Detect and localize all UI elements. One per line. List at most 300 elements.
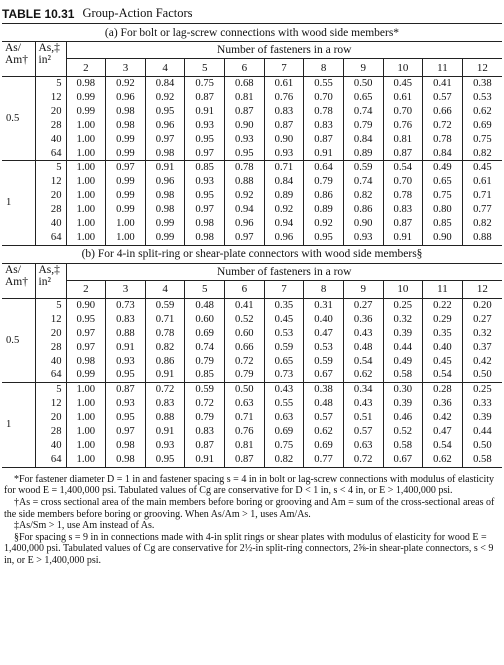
factor-cell: 0.86 <box>304 189 344 203</box>
factor-cell: 0.40 <box>304 313 344 327</box>
column-header: 5 <box>185 280 225 298</box>
factor-cell: 1.00 <box>66 411 106 425</box>
area-cell: 12 <box>35 397 66 411</box>
factor-cell: 1.00 <box>66 425 106 439</box>
factor-cell: 0.95 <box>66 313 106 327</box>
factor-cell: 0.76 <box>225 425 265 439</box>
area-cell: 28 <box>35 425 66 439</box>
factor-cell: 0.60 <box>185 313 225 327</box>
factor-cell: 0.84 <box>264 175 304 189</box>
factor-cell: 0.79 <box>185 411 225 425</box>
factor-cell: 0.69 <box>473 119 492 131</box>
column-header: 10 <box>383 59 423 77</box>
footnote-4: §For spacing s = 9 in in connections made with 4-in split rings or shear plates with modulus of elasticity for wood E = 1,400,000 psi. Tabulated values of Cg are conservative for 2½-in split-ring connectors, 2⅝-in shear-plate connectors, s < 9 in, or E > 1,400,000 psi. <box>4 531 494 566</box>
factor-cell: 0.92 <box>304 217 344 231</box>
factor-cell: 0.43 <box>343 327 383 341</box>
table-row <box>2 175 502 189</box>
factor-cell: 0.45 <box>264 313 304 327</box>
factor-cell: 0.86 <box>343 203 383 217</box>
factor-cell: 0.99 <box>66 368 106 382</box>
table-row <box>2 133 502 147</box>
factor-cell: 0.58 <box>462 453 502 467</box>
factor-cell: 0.77 <box>473 204 492 216</box>
factor-cell: 0.88 <box>145 411 185 425</box>
factor-cell: 1.00 <box>106 217 146 231</box>
factor-cell: 0.81 <box>383 133 423 147</box>
factor-cell: 0.98 <box>66 355 106 369</box>
area-cell: 40 <box>35 439 66 453</box>
factor-cell: 0.74 <box>343 105 383 119</box>
factor-cell: 0.78 <box>225 161 265 175</box>
factor-cell: 0.53 <box>304 341 344 355</box>
factor-cell: 0.59 <box>304 355 344 369</box>
factor-cell: 0.91 <box>304 147 344 161</box>
factor-cell: 0.44 <box>383 341 423 355</box>
table-row <box>2 355 502 369</box>
area-cell: 20 <box>35 105 66 119</box>
factor-cell: 0.36 <box>423 397 463 411</box>
table-row <box>2 453 502 467</box>
factor-cell: 0.82 <box>462 147 502 161</box>
column-header: 9 <box>343 280 383 298</box>
section-caption: (a) For bolt or lag-screw connections with wood side members* <box>2 24 502 42</box>
factor-cell: 0.86 <box>145 355 185 369</box>
factor-cell: 0.76 <box>383 119 423 133</box>
table-section-a <box>2 24 502 246</box>
factor-cell: 0.96 <box>106 91 146 105</box>
ratio-cell: 1 <box>2 161 35 245</box>
factor-cell: 0.22 <box>423 298 463 312</box>
column-header: 5 <box>185 59 225 77</box>
table-row <box>2 77 502 91</box>
area-cell: 64 <box>35 368 66 382</box>
factor-cell: 0.61 <box>264 77 304 91</box>
factor-cell: 0.83 <box>304 119 344 133</box>
factor-cell: 0.78 <box>145 327 185 341</box>
factor-cell: 0.65 <box>423 175 463 189</box>
factor-cell: 1.00 <box>106 231 146 245</box>
factor-cell: 0.57 <box>343 425 383 439</box>
factor-cell: 0.70 <box>383 175 423 189</box>
factor-cell: 0.99 <box>106 189 146 203</box>
factor-cell: 0.91 <box>185 453 225 467</box>
column-header: 12 <box>462 280 502 298</box>
table-row <box>2 189 502 203</box>
factor-cell: 0.42 <box>473 355 492 367</box>
factor-cell: 0.51 <box>343 411 383 425</box>
factor-cell: 0.57 <box>423 91 463 105</box>
factor-cell: 0.97 <box>106 161 146 175</box>
factor-cell: 0.42 <box>423 411 463 425</box>
factor-cell: 1.00 <box>66 119 106 133</box>
factor-cell: 0.27 <box>343 298 383 312</box>
factor-cell: 0.79 <box>304 175 344 189</box>
factor-cell: 0.91 <box>145 161 185 175</box>
factor-cell: 0.66 <box>423 105 463 119</box>
factor-cell: 0.50 <box>473 439 492 451</box>
factor-cell: 0.87 <box>185 439 225 453</box>
factor-cell: 0.96 <box>145 175 185 189</box>
factor-cell: 0.91 <box>383 231 423 245</box>
factor-cell: 0.75 <box>185 77 225 91</box>
factor-cell: 0.55 <box>304 77 344 91</box>
factor-cell: 0.95 <box>185 189 225 203</box>
factor-cell: 1.00 <box>66 189 106 203</box>
factor-cell: 1.00 <box>66 217 106 231</box>
area-cell: 5 <box>35 383 66 397</box>
factor-cell: 0.63 <box>343 439 383 453</box>
column-header: 7 <box>264 59 304 77</box>
factor-cell: 0.25 <box>473 384 492 396</box>
factor-cell: 0.90 <box>343 217 383 231</box>
factor-cell: 0.90 <box>423 231 463 245</box>
table-row <box>2 411 502 425</box>
column-header: 4 <box>145 280 185 298</box>
table-row <box>2 91 502 105</box>
factor-cell: 0.85 <box>423 217 463 231</box>
ratio-cell: 0.5 <box>2 77 35 161</box>
factor-cell: 0.60 <box>225 327 265 341</box>
factor-cell: 0.34 <box>343 383 383 397</box>
factor-cell: 0.72 <box>145 383 185 397</box>
factor-cell: 0.95 <box>225 147 265 161</box>
factor-cell: 0.41 <box>423 77 463 91</box>
factor-cell: 0.93 <box>225 133 265 147</box>
factor-cell: 0.35 <box>423 327 463 341</box>
factor-cell: 0.54 <box>423 439 463 453</box>
factor-cell: 0.65 <box>264 355 304 369</box>
area-cell: 64 <box>35 231 66 245</box>
factor-cell: 1.00 <box>66 439 106 453</box>
factor-cell: 0.47 <box>304 327 344 341</box>
column-header: 2 <box>66 280 106 298</box>
factor-cell: 0.76 <box>264 91 304 105</box>
table-title <box>2 2 502 24</box>
table-row <box>2 383 502 397</box>
factor-cell: 0.29 <box>423 313 463 327</box>
header-fastener-count: Number of fasteners in a row <box>66 263 502 280</box>
factor-cell: 0.81 <box>225 439 265 453</box>
factor-cell: 0.72 <box>185 397 225 411</box>
factor-cell: 1.00 <box>66 161 106 175</box>
factor-cell: 1.00 <box>66 453 106 467</box>
factor-cell: 0.92 <box>106 77 146 91</box>
area-cell: 64 <box>35 453 66 467</box>
footnote-2: †As = cross sectional area of the main members before boring or grooving and Am = sum of the cross-sectional areas of the side members before boring or grooving. When As/Am > 1, uses Am/As. <box>4 496 495 520</box>
factor-cell: 0.97 <box>225 231 265 245</box>
area-cell: 12 <box>35 313 66 327</box>
factor-cell: 0.62 <box>304 425 344 439</box>
factor-cell: 0.92 <box>264 203 304 217</box>
factor-cell: 0.75 <box>264 439 304 453</box>
footnote-3: ‡As/Sm > 1, use Am instead of As. <box>14 520 155 532</box>
table-row <box>2 161 502 175</box>
factor-cell: 0.63 <box>225 397 265 411</box>
factor-cell: 0.87 <box>383 147 423 161</box>
table-row <box>2 439 502 453</box>
factor-cell: 0.71 <box>145 313 185 327</box>
factor-cell: 0.70 <box>304 91 344 105</box>
table-row <box>2 217 502 231</box>
area-cell: 40 <box>35 355 66 369</box>
factor-cell: 0.78 <box>423 133 463 147</box>
section-caption: (b) For 4-in split-ring or shear-plate connectors with wood side members§ <box>2 246 502 264</box>
factor-cell: 0.97 <box>185 147 225 161</box>
column-header: 7 <box>264 280 304 298</box>
column-header: 9 <box>343 59 383 77</box>
area-cell: 5 <box>35 161 66 175</box>
factor-cell: 0.95 <box>145 453 185 467</box>
area-cell: 40 <box>35 133 66 147</box>
factor-cell: 0.74 <box>185 341 225 355</box>
factor-cell: 0.93 <box>106 397 146 411</box>
area-cell: 20 <box>35 411 66 425</box>
factor-cell: 0.87 <box>185 91 225 105</box>
factor-cell: 0.95 <box>106 411 146 425</box>
factor-cell: 0.84 <box>423 147 463 161</box>
factor-cell: 0.75 <box>473 133 492 145</box>
factor-cell: 0.71 <box>264 161 304 175</box>
factor-cell: 0.80 <box>423 203 463 217</box>
header-area: As,‡ in² <box>35 42 66 77</box>
area-cell: 28 <box>35 341 66 355</box>
factor-cell: 0.89 <box>343 147 383 161</box>
factor-cell: 0.33 <box>473 398 492 410</box>
factor-cell: 0.55 <box>264 397 304 411</box>
factor-cell: 0.98 <box>145 189 185 203</box>
factor-cell: 0.83 <box>264 105 304 119</box>
table-row <box>2 231 502 245</box>
factor-cell: 0.82 <box>145 341 185 355</box>
factor-cell: 0.63 <box>264 411 304 425</box>
factor-cell: 0.95 <box>145 105 185 119</box>
factor-cell: 0.87 <box>304 133 344 147</box>
factor-cell: 0.99 <box>66 91 106 105</box>
factor-cell: 0.83 <box>383 203 423 217</box>
factor-cell: 0.98 <box>145 147 185 161</box>
factor-cell: 0.98 <box>106 439 146 453</box>
factor-cell: 0.92 <box>145 91 185 105</box>
factor-cell: 0.49 <box>383 355 423 369</box>
factor-cell: 0.58 <box>383 368 423 382</box>
factor-cell: 0.30 <box>383 383 423 397</box>
table-section-b <box>2 246 502 468</box>
factor-cell: 0.97 <box>66 341 106 355</box>
factor-cell: 0.93 <box>185 119 225 133</box>
area-cell: 20 <box>35 327 66 341</box>
factor-cell: 0.57 <box>304 411 344 425</box>
factor-cell: 0.45 <box>383 77 423 91</box>
factor-cell: 0.98 <box>185 217 225 231</box>
factor-cell: 0.87 <box>264 119 304 133</box>
factor-cell: 0.39 <box>473 412 492 424</box>
factor-cell: 0.48 <box>343 341 383 355</box>
factor-cell: 0.41 <box>225 298 265 312</box>
factor-cell: 0.28 <box>423 383 463 397</box>
factor-cell: 0.45 <box>473 162 492 174</box>
factor-cell: 0.62 <box>343 368 383 382</box>
factor-cell: 0.81 <box>225 91 265 105</box>
factor-cell: 0.72 <box>423 119 463 133</box>
factor-cell: 0.72 <box>343 453 383 467</box>
factor-cell: 0.87 <box>106 383 146 397</box>
footnotes <box>2 474 502 567</box>
factor-cell: 0.88 <box>462 231 502 245</box>
factor-cell: 0.47 <box>423 425 463 439</box>
factor-cell: 0.99 <box>145 217 185 231</box>
factor-cell: 0.69 <box>185 327 225 341</box>
factor-cell: 0.66 <box>225 341 265 355</box>
factor-cell: 0.62 <box>423 453 463 467</box>
factor-cell: 0.72 <box>225 355 265 369</box>
factor-cell: 0.70 <box>383 105 423 119</box>
factor-cell: 0.82 <box>264 453 304 467</box>
factor-cell: 0.90 <box>225 119 265 133</box>
factor-cell: 1.00 <box>66 133 106 147</box>
area-cell: 12 <box>35 175 66 189</box>
factor-cell: 0.38 <box>473 78 492 89</box>
table-row <box>2 119 502 133</box>
area-cell: 40 <box>35 217 66 231</box>
factor-cell: 0.64 <box>304 161 344 175</box>
column-header: 6 <box>225 59 265 77</box>
factor-cell: 0.94 <box>225 203 265 217</box>
factor-cell: 0.50 <box>462 368 502 382</box>
factor-cell: 0.37 <box>473 341 492 353</box>
factor-cell: 0.79 <box>185 355 225 369</box>
factor-cell: 0.82 <box>473 218 492 230</box>
area-cell: 5 <box>35 77 66 91</box>
factor-cell: 0.83 <box>185 425 225 439</box>
factor-cell: 1.00 <box>66 147 106 161</box>
factor-cell: 0.71 <box>473 190 492 202</box>
factor-cell: 0.91 <box>185 105 225 119</box>
table-row <box>2 313 502 327</box>
factor-cell: 0.73 <box>106 298 146 312</box>
factor-cell: 0.67 <box>383 453 423 467</box>
factor-cell: 0.82 <box>343 189 383 203</box>
table-row <box>2 327 502 341</box>
factor-cell: 0.32 <box>383 313 423 327</box>
factor-cell: 0.52 <box>225 313 265 327</box>
factor-cell: 0.49 <box>423 161 463 175</box>
table-row <box>2 397 502 411</box>
factor-cell: 0.91 <box>145 368 185 382</box>
factor-cell: 0.54 <box>423 368 463 382</box>
factor-cell: 0.83 <box>106 313 146 327</box>
factor-cell: 0.27 <box>473 313 492 325</box>
factor-cell: 0.99 <box>106 147 146 161</box>
factor-cell: 0.67 <box>304 368 344 382</box>
factor-cell: 0.93 <box>264 147 304 161</box>
factor-cell: 0.50 <box>225 383 265 397</box>
factor-cell: 0.99 <box>106 133 146 147</box>
factor-cell: 0.97 <box>185 203 225 217</box>
column-header: 8 <box>304 280 344 298</box>
factor-cell: 0.45 <box>423 355 463 369</box>
factor-cell: 0.96 <box>145 119 185 133</box>
factor-cell: 1.00 <box>66 203 106 217</box>
factor-cell: 0.93 <box>185 175 225 189</box>
table-row <box>2 341 502 355</box>
factor-cell: 0.94 <box>264 217 304 231</box>
table-row <box>2 203 502 217</box>
factor-cell: 0.99 <box>66 105 106 119</box>
factor-cell: 0.65 <box>343 91 383 105</box>
factor-cell: 0.78 <box>383 189 423 203</box>
factor-cell: 0.75 <box>423 189 463 203</box>
document <box>2 2 502 567</box>
factor-cell: 0.32 <box>473 327 492 339</box>
factor-cell: 0.92 <box>225 189 265 203</box>
factor-cell: 0.61 <box>383 91 423 105</box>
factor-cell: 0.89 <box>264 189 304 203</box>
factor-cell: 0.88 <box>225 175 265 189</box>
factor-cell: 0.85 <box>185 161 225 175</box>
factor-cell: 0.96 <box>225 217 265 231</box>
header-ratio: As/ Am† <box>2 263 35 298</box>
factor-cell: 0.40 <box>423 341 463 355</box>
factor-cell: 0.43 <box>264 383 304 397</box>
factor-cell: 0.43 <box>343 397 383 411</box>
factor-cell: 0.39 <box>383 327 423 341</box>
factor-cell: 0.95 <box>106 368 146 382</box>
factor-cell: 0.91 <box>145 425 185 439</box>
factor-cell: 0.83 <box>145 397 185 411</box>
factor-cell: 0.36 <box>343 313 383 327</box>
factor-cell: 0.48 <box>185 298 225 312</box>
header-area: As,‡ in² <box>35 263 66 298</box>
area-cell: 64 <box>35 147 66 161</box>
table-row <box>2 368 502 382</box>
factor-cell: 0.79 <box>225 368 265 382</box>
factor-cell: 0.38 <box>304 383 344 397</box>
factor-cell: 0.93 <box>145 439 185 453</box>
area-cell: 20 <box>35 189 66 203</box>
factor-cell: 0.93 <box>343 231 383 245</box>
factor-cell: 0.98 <box>106 453 146 467</box>
factor-cell: 1.00 <box>66 397 106 411</box>
factor-cell: 0.96 <box>264 231 304 245</box>
factor-cell: 0.74 <box>343 175 383 189</box>
factor-cell: 0.69 <box>304 439 344 453</box>
factor-cell: 0.98 <box>106 105 146 119</box>
factor-cell: 0.44 <box>473 426 492 438</box>
column-header: 12 <box>462 59 502 77</box>
table-number: TABLE 10.31 <box>2 7 75 21</box>
factor-cell: 0.78 <box>304 105 344 119</box>
factor-cell: 0.91 <box>106 341 146 355</box>
factor-cell: 0.93 <box>106 355 146 369</box>
ratio-cell: 0.5 <box>2 298 35 382</box>
factor-cell: 0.53 <box>264 327 304 341</box>
area-cell: 12 <box>35 91 66 105</box>
area-cell: 5 <box>35 298 66 312</box>
factor-cell: 1.00 <box>66 175 106 189</box>
column-header: 3 <box>106 59 146 77</box>
factor-cell: 0.90 <box>66 298 106 312</box>
factor-cell: 0.54 <box>343 355 383 369</box>
factor-cell: 0.99 <box>106 203 146 217</box>
factor-cell: 0.77 <box>304 453 344 467</box>
factor-cell: 0.53 <box>473 91 492 103</box>
factor-cell: 0.84 <box>145 77 185 91</box>
factor-cell: 0.95 <box>304 231 344 245</box>
factor-cell: 0.87 <box>383 217 423 231</box>
factor-cell: 0.97 <box>106 425 146 439</box>
factor-cell: 0.88 <box>106 327 146 341</box>
factor-cell: 0.20 <box>473 299 492 311</box>
